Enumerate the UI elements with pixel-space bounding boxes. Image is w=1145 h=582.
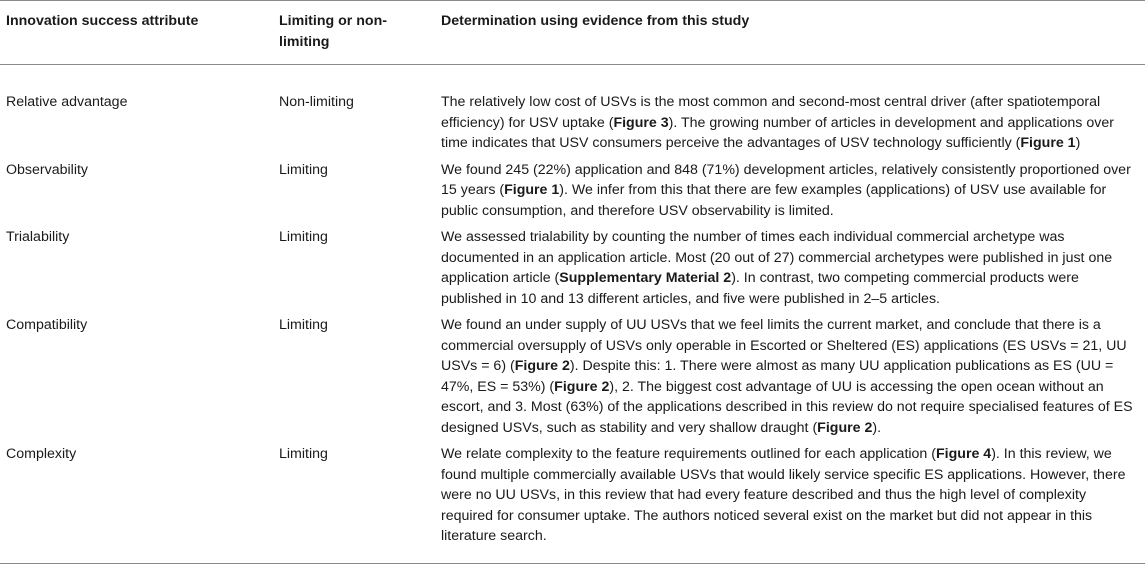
table-row <box>0 160 1145 228</box>
attribute-cell: Trialability <box>6 229 70 245</box>
attribute-cell: Complexity <box>6 446 77 462</box>
header-row <box>0 1 1145 65</box>
determination-cell: The relatively low cost of USVs is the most common and second-most central driver (after spatiotemporal efficiency) for USV uptake (Figure 3). The growing number of articles in development and applications over time indicates that USV consumers perceive the advantages of USV technology sufficiently (Figure 1) <box>441 94 1114 151</box>
limiting-cell: Limiting <box>279 446 328 462</box>
attribute-cell: Compatibility <box>6 317 88 333</box>
determination-cell: We found 245 (22%) application and 848 (71%) development articles, relatively consistently proportioned over 15 years (Figure 1). We infer from this that there are few examples (applications) of USV use available for public consumption, and therefore USV observability is limited. <box>441 161 1131 219</box>
limiting-cell: Limiting <box>279 161 328 178</box>
table-row <box>0 227 1145 315</box>
table-row <box>0 315 1145 444</box>
header-limiting: Limiting or non-limiting <box>279 13 387 50</box>
determination-cell: We assessed trialability by counting the number of times each individual commercial archetype was documented in an application article. Most (20 out of 27) commercial archetypes were published in just one application article (Supplementary Material 2). In contrast, two competing commercial products were published in 10 and 13 different articles, and five were published in 2–5 articles. <box>441 229 1113 307</box>
table-row <box>0 444 1145 563</box>
attribute-cell: Observability <box>6 161 89 178</box>
table-row <box>0 65 1145 160</box>
header-determination: Determination using evidence from this study <box>441 13 750 29</box>
limiting-cell: Non-limiting <box>279 94 354 110</box>
limiting-cell: Limiting <box>279 229 328 245</box>
attribute-cell: Relative advantage <box>6 94 128 110</box>
limiting-cell: Limiting <box>279 317 328 333</box>
header-attribute: Innovation success attribute <box>6 13 199 29</box>
determination-cell: We relate complexity to the feature requirements outlined for each application (Figure 4). In this review, we found multiple commercially available USVs that would likely service specific ES applications. However, there were no UU USVs, in this review that had every feature described and thus the high level of complexity required for consumer uptake. The authors noticed several exist on the market but did not appear in this literature search. <box>441 446 1126 544</box>
determination-cell: We found an under supply of UU USVs that we feel limits the current market, and conclude that there is a commercial oversupply of USVs only operable in Escorted or Sheltered (ES) applications (ES USVs = 21, UU USVs = 6) (Figure 2). Despite this: 1. There were almost as many UU application publications as ES (UU = 47%, ES = 53%) (Figure 2), 2. The biggest cost advantage of UU is accessing the open ocean without an escort, and 3. Most (63%) of the applications described in this review do not require specialised features of ES designed USVs, such as stability and very shallow draught (Figure 2). <box>441 317 1133 436</box>
